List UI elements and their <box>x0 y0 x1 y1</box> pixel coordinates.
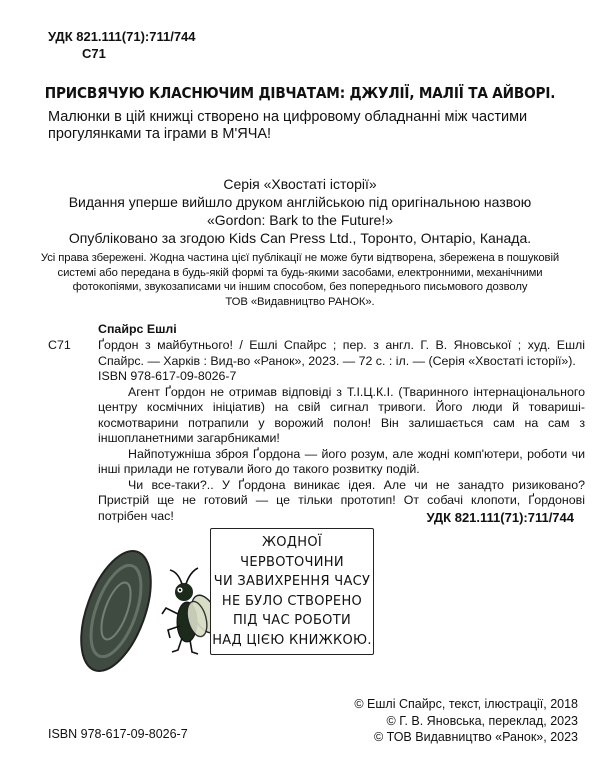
udk-code-top: УДК 821.111(71):711/744 <box>48 29 196 44</box>
rights-line: фотокопіями, звукозаписами чи іншим способом, без попереднього письмового дозволу <box>72 281 528 293</box>
copyright-line: © Ешлі Спайрс, текст, ілюстрації, 2018 <box>354 697 578 711</box>
rights-line: ТОВ «Видавництво РАНОК». <box>225 295 375 308</box>
illustration-note: Малюнки в цій книжці створено на цифровому обладнанні між частими прогулянками та іграми в М'ЯЧА! <box>48 109 528 142</box>
portal-fly-illustration <box>74 534 224 684</box>
record-class-code: С71 <box>48 338 71 352</box>
publisher-agreement: Опубліковано за згодою Kids Can Press Ltd., Торонто, Онтаріо, Канада. <box>68 230 532 246</box>
original-title: «Gordon: Bark to the Future!» <box>207 212 393 228</box>
series-name: Серія «Хвостаті історії» <box>223 176 377 192</box>
wormhole-note-box <box>210 528 374 655</box>
portal-icon <box>74 542 165 680</box>
note-line: ЧИ ЗАВИХРЕННЯ ЧАСУ <box>213 574 371 589</box>
note-line: НАД ЦІЄЮ КНИЖКОЮ. <box>212 632 372 648</box>
record-annotation: Агент Ґордон не отримав відповіді з Т.І.Ц.К.І. (Тваринного інтернаціонального центру космічних ініціатив) на свій сигнал тривоги. Його люди й товариші-космотварини потрапили у ворожий полон! Він залишається сам на сам з іншопланетними загарбниками! <box>98 384 585 445</box>
rights-line: Усі права збережені. Жодна частина цієї публікації не може бути відтворена, збережена в пошуковій <box>40 252 560 264</box>
record-citation: Ґордон з майбутнього! / Ешлі Спайрс ; пер. з англ. Г. В. Яновської ; худ. Ешлі Спайрс. — Харків : Вид-во «Ранок», 2023. — 72 с. : іл. — (Серія «Хвостаті історії»). <box>98 338 585 368</box>
series-block <box>0 175 600 247</box>
record-author: Спайрс Ешлі <box>98 322 177 336</box>
udk-header <box>48 28 196 62</box>
note-line: НЕ БУЛО СТВОРЕНО <box>221 593 363 609</box>
copyright-line: © ТОВ Видавництво «Ранок», 2023 <box>373 730 578 744</box>
first-published-note: Видання уперше вийшло друком англійською під оригінальною назвою <box>68 194 532 210</box>
isbn-footer: ISBN 978-617-09-8026-7 <box>48 727 188 741</box>
copyright-block <box>354 696 578 746</box>
record-isbn: ISBN 978-617-09-8026-7 <box>98 369 237 383</box>
class-code-top: С71 <box>82 46 106 61</box>
rights-line: системі або передана в будь-якій формі та будь-якими засобами, електронними, механічними <box>57 266 543 279</box>
record-body <box>98 338 585 524</box>
record-annotation: Чи все-таки?.. У Ґордона виникає ідея. Але чи не занадто ризиковано? Пристрій ще не готовий — це тільки прототип! От собачі клопоти, Ґордонові потрібен час! <box>98 477 585 523</box>
copyright-line: © Г. В. Яновська, переклад, 2023 <box>386 713 578 728</box>
note-line: ПІД ЧАС РОБОТИ <box>232 613 351 628</box>
dedication: ПРИСВЯЧУЮ КЛАСНЮЧИМ ДІВЧАТАМ: ДЖУЛІЇ, МАЛІЇ ТА АЙВОРІ. <box>44 84 556 102</box>
rights-notice <box>0 251 600 309</box>
udk-code-right: УДК 821.111(71):711/744 <box>426 510 574 525</box>
record-annotation: Найпотужніша зброя Ґордона — його розум, але жодні комп'ютери, роботи чи інші прилади не готували його до такого розвитку подій. <box>98 446 585 476</box>
note-line: ЖОДНОЇ ЧЕРВОТОЧИНИ <box>240 535 344 570</box>
